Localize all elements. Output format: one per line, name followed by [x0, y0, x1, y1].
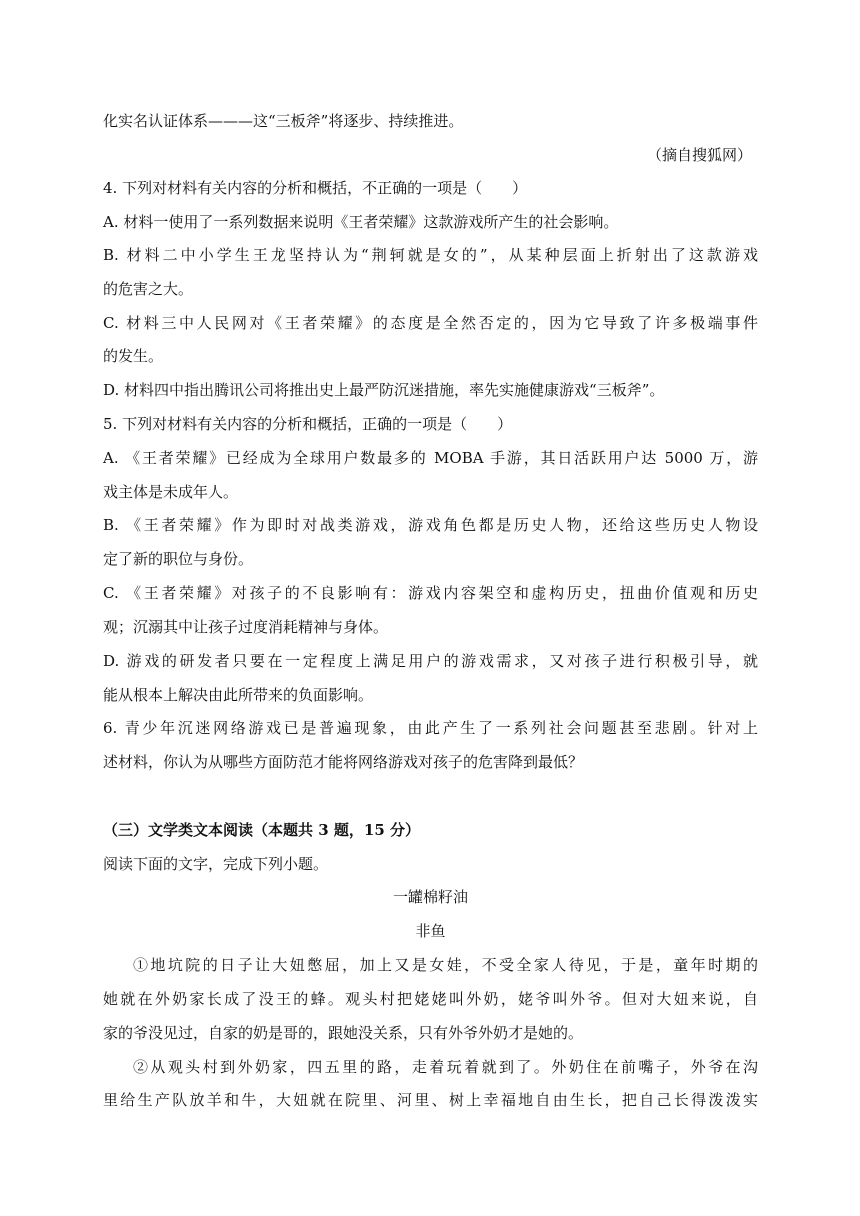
article-title: 一罐棉籽油 [392, 888, 468, 906]
paragraph-1: ①地坑院的日子让大妞憋屈，加上又是女娃，不受全家人待见，于是，童年时期的 [133, 956, 758, 974]
question-5: 5. 下列对材料有关内容的分析和概括，正确的一项是（ ） [103, 415, 513, 433]
paragraph-2: ②从观头村到外奶家，四五里的路，走着玩着就到了。外奶住在前嘴子，外爷在沟 [133, 1058, 758, 1076]
option-4b: B. 材料二中小学生王龙坚持认为“荆轲就是女的”，从某种层面上折射出了这款游戏 [103, 246, 758, 264]
section-heading: （三）文学类文本阅读（本题共 3 题，15 分） [103, 821, 420, 839]
option-5d-cont: 能从根本上解决由此所带来的负面影响。 [103, 686, 374, 704]
option-5b-cont: 定了新的职位与身份。 [103, 550, 254, 568]
instruction: 阅读下面的文字，完成下列小题。 [103, 855, 329, 873]
option-5c: C. 《王者荣耀》对孩子的不良影响有：游戏内容架空和虚构历史，扭曲价值观和历史 [103, 584, 758, 602]
paragraph-2-cont: 里给生产队放羊和牛，大妞就在院里、河里、树上幸福地自由生长，把自己长得泼泼实 [103, 1091, 758, 1109]
question-6-cont: 述材料，你认为从哪些方面防范才能将网络游戏对孩子的危害降到最低？ [103, 753, 584, 771]
option-5a-cont: 戏主体是未成年人。 [103, 483, 239, 501]
option-4c: C. 材料三中人民网对《王者荣耀》的态度是全然否定的，因为它导致了许多极端事件 [103, 314, 758, 332]
option-4a: A. 材料一使用了一系列数据来说明《王者荣耀》这款游戏所产生的社会影响。 [103, 213, 619, 231]
option-4c-cont: 的发生。 [103, 347, 164, 365]
text-line: 化实名认证体系———这“三板斧”将逐步、持续推进。 [103, 112, 464, 130]
article-author: 非鱼 [415, 922, 446, 940]
paragraph-1-end: 家的爷没见过，自家的奶是哥的，跟她没关系，只有外爷外奶才是她的。 [103, 1024, 584, 1042]
option-5b: B. 《王者荣耀》作为即时对战类游戏，游戏角色都是历史人物，还给这些历史人物设 [103, 516, 758, 534]
option-4d: D. 材料四中指出腾讯公司将推出史上最严防沉迷措施，率先实施健康游戏“三板斧”。 [103, 381, 665, 399]
option-5c-cont: 观；沉溺其中让孩子过度消耗精神与身体。 [103, 618, 389, 636]
option-4b-cont: 的危害之大。 [103, 280, 194, 298]
option-5a: A. 《王者荣耀》已经成为全球用户数最多的 MOBA 手游，其日活跃用户达 5000 万，游 [103, 449, 758, 467]
source-attribution: （摘自搜狐网） [646, 146, 752, 164]
paragraph-1-cont: 她就在外奶家长成了没王的蜂。观头村把姥姥叫外奶，姥爷叫外爷。但对大妞来说，自 [103, 990, 758, 1008]
question-6: 6. 青少年沉迷网络游戏已是普遍现象，由此产生了一系列社会问题甚至悲剧。针对上 [103, 719, 758, 737]
option-5d: D. 游戏的研发者只要在一定程度上满足用户的游戏需求，又对孩子进行积极引导，就 [103, 652, 758, 670]
question-4: 4. 下列对材料有关内容的分析和概括，不正确的一项是（ ） [103, 179, 528, 197]
